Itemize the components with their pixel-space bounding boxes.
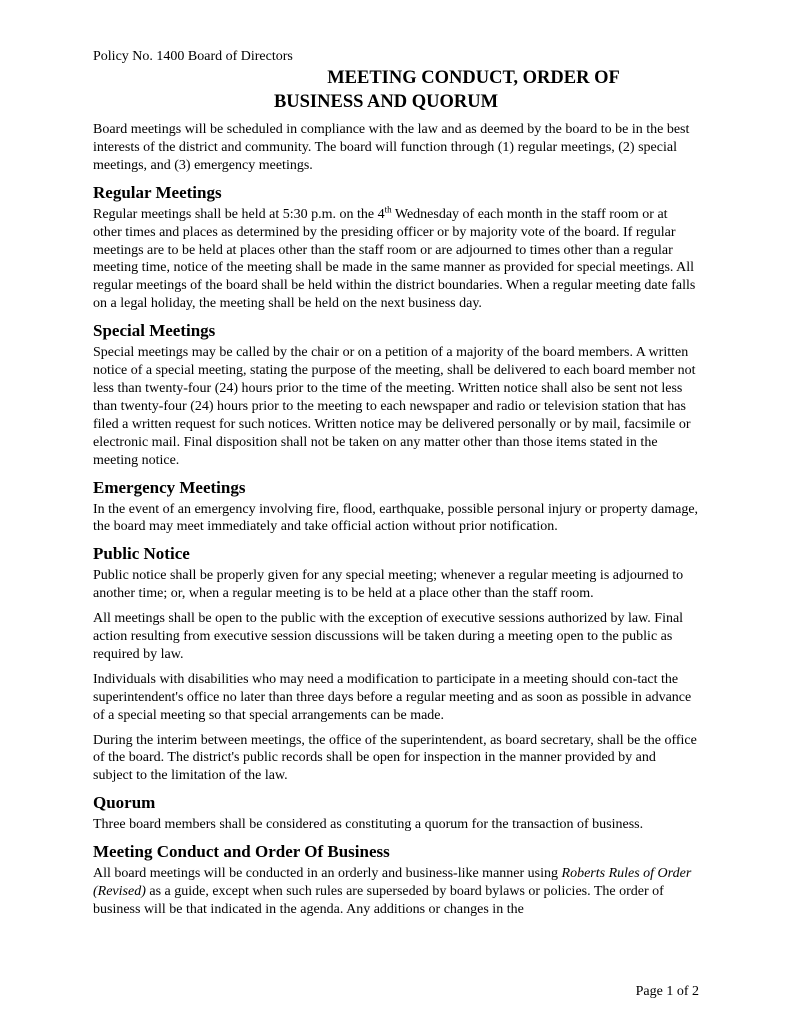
document-title: [93, 66, 699, 114]
page-number: Page 1 of 2: [635, 984, 699, 999]
heading-public-notice: Public Notice: [93, 544, 190, 564]
regular-text-b: Wednesday of each month in the staff room or at other times and places as determined by the presiding officer or by majority vote of the board. If regular meetings are to be held at places other than the staff room or are adjourned to times other than a regular meeting time, notice of the meeting shall be made in the same manner as provided for special meetings. All regular meetings of the board shall be held within the district boundaries. When a regular meeting date falls on a legal holiday, the meeting shall be held on the next business day.: [93, 206, 696, 312]
title-line-1: MEETING CONDUCT, ORDER OF: [327, 68, 620, 88]
emergency-meetings-paragraph: In the event of an emergency involving fire, flood, earthquake, possible personal injury or property damage, the board may meet immediately and take official action without prior notification.: [93, 501, 699, 535]
heading-regular-meetings: Regular Meetings: [93, 182, 222, 202]
regular-text-a: Regular meetings shall be held at 5:30 p.m. on the 4: [93, 206, 385, 222]
heading-special-meetings: Special Meetings: [93, 321, 216, 341]
heading-meeting-conduct: Meeting Conduct and Order Of Business: [93, 842, 390, 862]
meeting-conduct-paragraph: [93, 865, 699, 919]
regular-meetings-paragraph: [93, 206, 699, 313]
roberts-rules-title: Roberts Rules of Order (Revised): [93, 866, 692, 900]
public-notice-paragraph-2: All meetings shall be open to the public with the exception of executive sessions authorized by law. Final action resulting from executive session discussions will be taken during a meeting open to the public as required by law.: [93, 611, 684, 662]
ordinal-suffix: th: [384, 204, 392, 215]
document-body: [93, 121, 699, 926]
intro-paragraph: Board meetings will be scheduled in compliance with the law and as deemed by the board to be in the best interests of the district and community. The board will function through (1) regular meetings, (2) special meetings, and (3) emergency meetings.: [93, 122, 690, 173]
special-meetings-paragraph: Special meetings may be called by the chair or on a petition of a majority of the board members. A written notice of a special meeting, stating the purpose of the meeting, shall be delivered to each board member not less than twenty-four (24) hours prior to the time of the meeting. Written notice shall also be sent not less than twenty-four (24) hours prior to the meeting to each newspaper and radio or television station that has filed a written request for such notices. Written notice may be delivered personally or by mail, facsimile or electronic mail. Final disposition shall not be taken on any matter other than those items stated in the meeting notice.: [93, 345, 696, 468]
conduct-text-b: as a guide, except when such rules are superseded by board bylaws or policies. The order of business will be that indicated in the agenda. Any additions or changes in the: [93, 884, 664, 917]
conduct-text-a: All board meetings will be conducted in an orderly and business-like manner using: [93, 866, 562, 882]
title-line-2: BUSINESS AND QUORUM: [273, 92, 499, 112]
public-notice-paragraph-4: During the interim between meetings, the office of the superintendent, as board secretary, shall be the office of the board. The district's public records shall be open for inspection in the manner provided by and subject to the limitation of the law.: [93, 732, 697, 784]
quorum-paragraph: Three board members shall be considered as constituting a quorum for the transaction of business.: [93, 817, 644, 833]
heading-quorum: Quorum: [93, 793, 156, 813]
public-notice-paragraph-1: Public notice shall be properly given for any special meeting; whenever a regular meeting is adjourned to another time; or, when a regular meeting is to be held at a place other than the staff room.: [93, 568, 684, 602]
heading-emergency-meetings: Emergency Meetings: [93, 477, 246, 497]
public-notice-paragraph-3: Individuals with disabilities who may need a modification to participate in a meeting should con-tact the superintendent's office no later than three days before a regular meeting and as soon as possible in advance of a special meeting so that special arrangements can be made.: [93, 671, 692, 723]
document-page: [93, 0, 699, 1023]
policy-header: Policy No. 1400 Board of Directors: [93, 49, 293, 64]
